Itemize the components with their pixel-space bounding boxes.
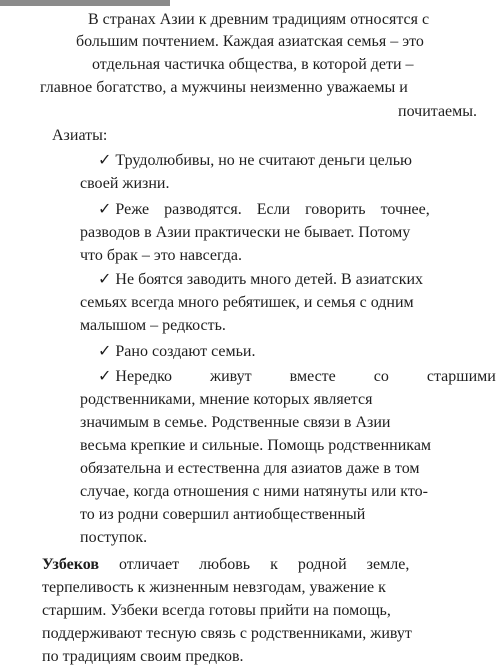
paragraph-line: отдельная частичка общества, в которой дети – bbox=[92, 56, 414, 73]
bullet-text: Не боятся заводить много детей. В азиатских bbox=[115, 271, 424, 288]
paragraph-text: отличает любовь к родной земле, bbox=[119, 556, 410, 573]
bullet-line: то из родни совершил антиобщественный bbox=[80, 506, 366, 523]
cropped-text-strip bbox=[0, 0, 170, 6]
bullet-line: семьях всегда много ребятишек, и семья с одним bbox=[80, 294, 414, 311]
paragraph-line: В странах Азии к древним традициям относятся с bbox=[88, 11, 430, 28]
bullet-line: разводов в Азии практически не бывает. Потому bbox=[80, 224, 411, 241]
bullet-line: своей жизни. bbox=[80, 175, 170, 192]
paragraph-line bbox=[42, 554, 409, 575]
bullet-line bbox=[98, 269, 423, 290]
paragraph-line: почитаемы. bbox=[398, 103, 478, 120]
paragraph-line: по традициям своим предков. bbox=[42, 648, 244, 665]
bullet-text: Трудолюбивы, но не считают деньги целью bbox=[115, 152, 412, 169]
bullet-line: значимым в семье. Родственные связи в Азии bbox=[80, 414, 391, 431]
check-icon: ✓ bbox=[98, 343, 112, 360]
bullet-text: Рано создают семьи. bbox=[115, 343, 256, 360]
bullet-line: поступок. bbox=[80, 529, 148, 546]
check-icon: ✓ bbox=[98, 152, 112, 169]
bullet-line: родственниками, мнение которых является bbox=[80, 391, 373, 408]
check-icon: ✓ bbox=[98, 201, 112, 218]
asians-label: Азиаты: bbox=[52, 127, 108, 144]
bullet-line: что брак – это навсегда. bbox=[80, 247, 243, 264]
paragraph-line: главное богатство, а мужчины неизменно уважаемы и bbox=[40, 79, 408, 96]
bullet-line: весьма крепкие и сильные. Помощь родственникам bbox=[80, 437, 432, 454]
check-icon: ✓ bbox=[98, 271, 112, 288]
bullet-text: Реже разводятся. Если говорить точнее, bbox=[115, 201, 430, 218]
bullet-line: обязательна и естественна для азиатов даже в том bbox=[80, 460, 420, 477]
bullet-line bbox=[98, 150, 488, 171]
bullet-line: малышом – редкость. bbox=[80, 317, 226, 334]
bullet-line bbox=[98, 199, 490, 220]
paragraph-line: большим почтением. Каждая азиатская семья – это bbox=[76, 33, 424, 50]
bullet-text: Нередко живут вместе со старшими bbox=[115, 368, 496, 385]
bullet-line bbox=[98, 366, 496, 387]
paragraph-line: терпеливость к жизненным невзгодам, уважение к bbox=[42, 579, 386, 596]
bullet-line: случае, когда отношения с ними натянуты или кто- bbox=[80, 483, 428, 500]
paragraph-line: поддерживают тесную связь с родственниками, живут bbox=[42, 625, 412, 642]
bold-word: Узбеков bbox=[42, 556, 99, 573]
paragraph-line: старшим. Узбеки всегда готовы прийти на помощь, bbox=[42, 602, 391, 619]
check-icon: ✓ bbox=[98, 368, 112, 385]
bullet-line bbox=[98, 341, 255, 362]
